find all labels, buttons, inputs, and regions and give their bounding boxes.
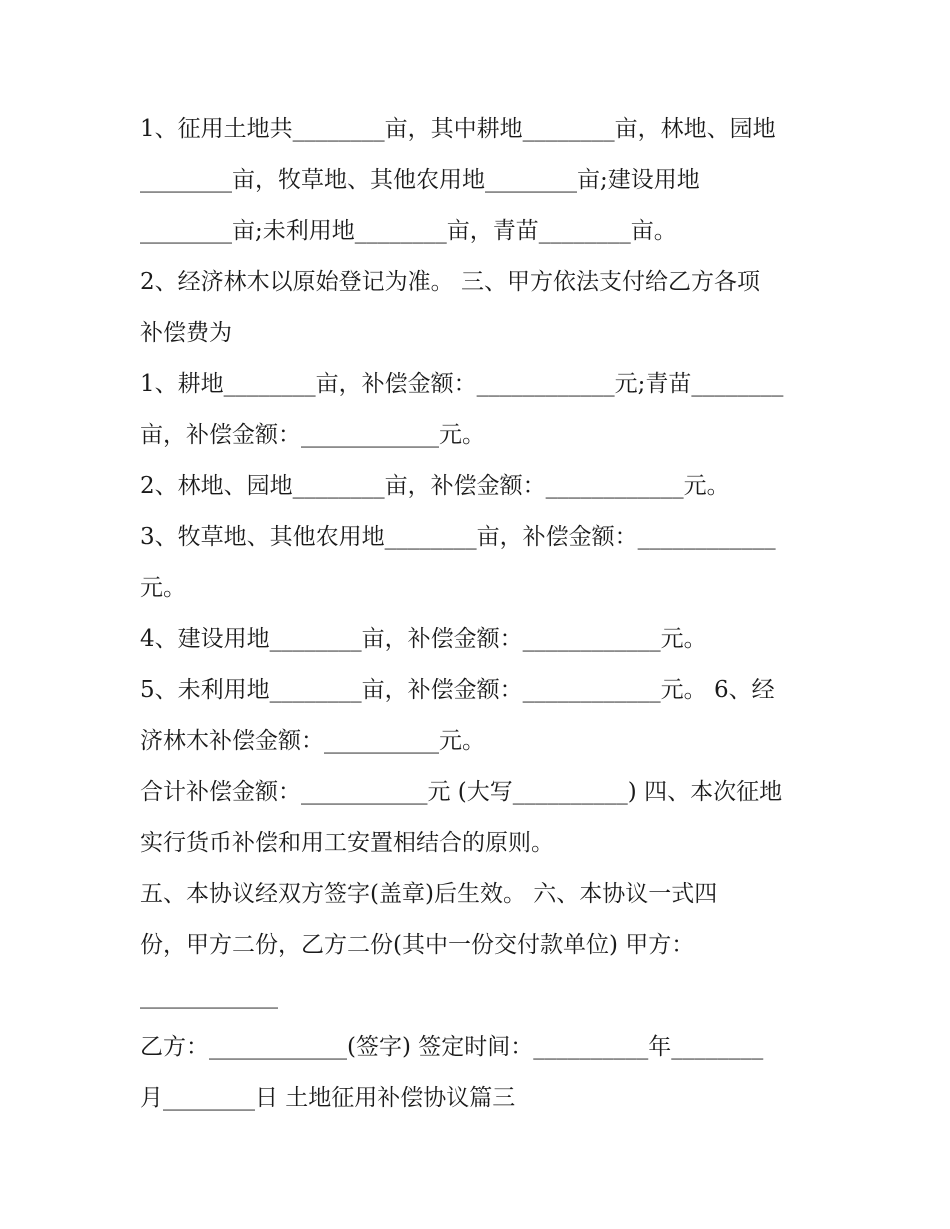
text-line-8: 2、林地、园地________亩，补偿金额：____________元。 bbox=[140, 473, 730, 499]
text-line-14: 合计补偿金额：___________元 (大写__________) 四、本次征地 bbox=[140, 779, 783, 805]
text-line-4: 2、经济林木以原始登记为准。 三、甲方依法支付给乙方各项 bbox=[140, 269, 760, 295]
text-line-10: 元。 bbox=[140, 575, 186, 601]
text-line-6: 1、耕地________亩，补偿金额：____________元;青苗________ bbox=[140, 371, 784, 397]
text-line-16: 五、本协议经双方签字(盖章)后生效。 六、本协议一式四 bbox=[140, 881, 718, 907]
text-line-5: 补偿费为 bbox=[140, 320, 232, 346]
text-line-12: 5、未利用地________亩，补偿金额：____________元。 6、经 bbox=[140, 677, 775, 703]
text-line-7: 亩，补偿金额：____________元。 bbox=[140, 422, 485, 448]
text-line-17: 份，甲方二份，乙方二份(其中一份交付款单位) 甲方： bbox=[140, 932, 695, 958]
document-body bbox=[140, 104, 820, 1124]
text-line-2: ________亩，牧草地、其他农用地________亩;建设用地 bbox=[140, 167, 700, 193]
text-line-20: 月________日 土地征用补偿协议篇三 bbox=[140, 1085, 516, 1111]
text-line-13: 济林木补偿金额：__________元。 bbox=[140, 728, 485, 754]
text-line-3: ________亩;未利用地________亩，青苗________亩。 bbox=[140, 218, 677, 244]
text-line-11: 4、建设用地________亩，补偿金额：____________元。 bbox=[140, 626, 707, 652]
text-line-15: 实行货币补偿和用工安置相结合的原则。 bbox=[140, 830, 554, 856]
text-line-19: 乙方：____________(签字) 签定时间：__________年________ bbox=[140, 1034, 764, 1060]
text-line-9: 3、牧草地、其他农用地________亩，补偿金额：____________ bbox=[140, 524, 776, 550]
text-line-1: 1、征用土地共________亩，其中耕地________亩，林地、园地 bbox=[140, 116, 776, 142]
text-line-18: ____________ bbox=[140, 983, 278, 1009]
